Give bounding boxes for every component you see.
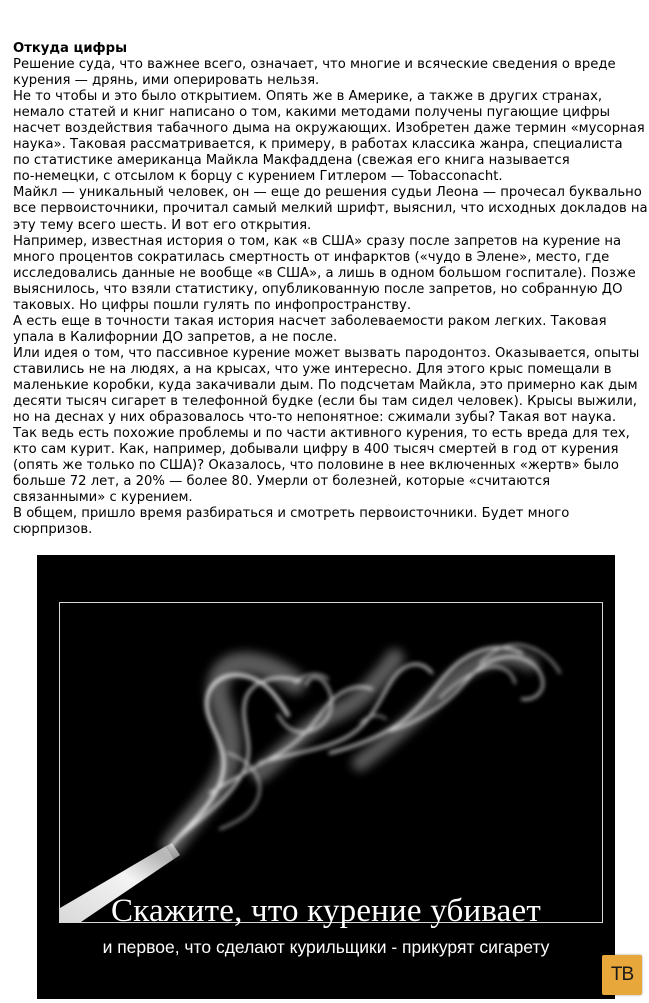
article-text-line: насчет воздействия табачного дыма на окружающих. Изобретен даже термин «мусорная [13, 121, 645, 137]
cigarette-smoke-image [60, 603, 603, 923]
article-text-line: ставились не на людях, а на крысах, что уже интересно. Для этого крыс помещали в [13, 361, 612, 377]
article-text-line: связанными» с курением. [13, 490, 193, 506]
poster-caption-main: Скажите, что курение убивает [111, 893, 541, 929]
article-text-line: таковых. Но цифры пошли гулять по инфопространству. [13, 297, 412, 313]
article-text-line: кто сам курит. Как, например, добывали цифру в 400 тысяч смертей в год от курения [13, 442, 619, 458]
article-text-line: Например, известная история о том, как «в США» сразу после запретов на курение на [13, 233, 622, 249]
article-text-line: маленькие коробки, куда закачивали дым. По подсчетам Майкла, это примерно как дым [13, 377, 638, 393]
site-watermark-logo: ТВ [602, 955, 642, 995]
article-text-line: сюрпризов. [13, 522, 93, 538]
article-text-line: (опять же только по США)? Оказалось, что половине в нее включенных «жертв» было [13, 458, 619, 474]
article-text-line: все первоисточники, прочитал самый мелкий шрифт, выяснил, что исходных докладов на [13, 201, 648, 217]
article-text-line: курения — дрянь, ими оперировать нельзя. [13, 73, 320, 89]
article-text-line: по статистике американца Майкла Макфаддена (свежая его книга называется [13, 153, 570, 169]
article-text-line: В общем, пришло время разбираться и смотреть первоисточники. Будет много [13, 506, 570, 522]
article-text-line: Так ведь есть похожие проблемы и по части активного курения, то есть вреда для тех, [13, 426, 630, 442]
poster-image-frame [59, 602, 603, 923]
article-text-line: Майкл — уникальный человек, он — еще до решения судьи Леона — прочесал буквально [13, 185, 642, 201]
demotivator-poster [37, 555, 615, 999]
article-text-line: эту тему всего шесть. И вот его открытия. [13, 217, 312, 233]
article-text-line: немало статей и книг написано о том, какими методами получены пугающие цифры [13, 105, 611, 121]
article-text-line: исследовались данные не вообще «в США», а лишь в одном большом госпитале). Позже [13, 265, 636, 281]
article-text-line: Решение суда, что важнее всего, означает, что многие и всяческие сведения о вреде [13, 57, 616, 73]
article-text-line: Не то чтобы и это было открытием. Опять же в Америке, а также в других странах, [13, 89, 603, 105]
article-paragraphs [13, 57, 648, 538]
article-text-line: больше 72 лет, а 20% — более 80. Умерли от болезней, которые «считаются [13, 474, 551, 490]
article-text-line: упала в Калифорнии ДО запретов, а не после. [13, 329, 338, 345]
article-text-line: Или идея о том, что пассивное курение может вызвать пародонтоз. Оказывается, опыты [13, 345, 640, 361]
poster-caption-sub: и первое, что сделают курильщики - прикурят сигарету [102, 937, 550, 957]
article-heading: Откуда цифры [13, 41, 128, 56]
article-text-line: наука». Таковая рассматривается, к примеру, в работах классика жанра, специалиста [13, 137, 623, 153]
article-body [13, 41, 648, 538]
article-text-line: много процентов сократилась смертность от инфарктов («чудо в Элене», место, где [13, 249, 610, 265]
article-text-line: по-немецки, с отсылом к борцу с курением Гитлером — Tobacconacht. [13, 169, 503, 185]
article-text-line: А есть еще в точности такая история насчет заболеваемости раком легких. Таковая [13, 313, 607, 329]
article-text-line: но на деснах у них образовалось что-то непонятное: сжимали зубы? Такая вот наука. [13, 410, 617, 426]
article-text-line: выяснилось, что взяли статистику, опубликованную после запретов, но собранную ДО [13, 281, 623, 297]
article-text-line: десяти тысяч сигарет в телефонной будке (если бы там сидел человек). Крысы выжили, [13, 394, 637, 410]
